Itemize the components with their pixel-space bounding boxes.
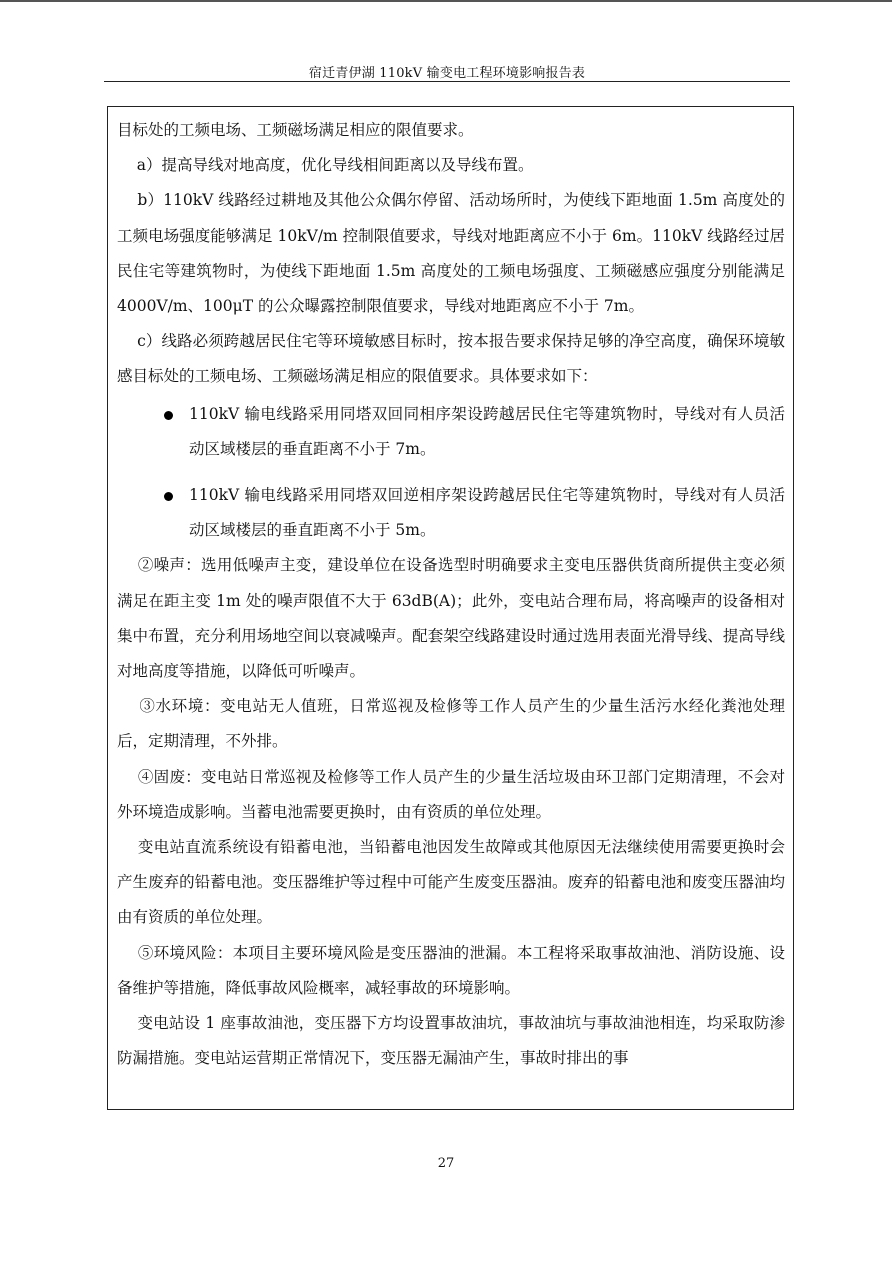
bullet-dot-icon [164, 411, 173, 420]
bullet-text: 110kV 输电线路采用同塔双回逆相序架设跨越居民住宅等建筑物时，导线对有人员活动区域楼层的垂直距离不小于 5m。 [189, 486, 785, 540]
paragraph-risk: ⑤环境风险：本项目主要环境风险是变压器油的泄漏。本工程将采取事故油池、消防设施、设备维护等措施，降低事故风险概率，减轻事故的环境影响。 [117, 943, 785, 997]
paragraph-item-a: a）提高导线对地高度，优化导线相间距离以及导线布置。 [117, 156, 534, 175]
paragraph-solid-waste: ④固废：变电站日常巡视及检修等工作人员产生的少量生活垃圾由环卫部门定期清理，不会对外环境造成影响。当蓄电池需要更换时，由有资质的单位处理。 [117, 767, 785, 821]
page-top-border [0, 0, 892, 2]
requirement-bullet-list [117, 395, 785, 549]
paragraph-noise: ②噪声：选用低噪声主变，建设单位在设备选型时明确要求主变电压器供货商所提供主变必须满足在距主变 1m 处的噪声限值不大于 63dB(A)；此外，变电站合理布局，将高噪声的设备相对集中布置，充分利用场地空间以衰减噪声。配套架空线路建设时通过选用表面光滑导线、提高导线对地高度等措施，以降低可听噪声。 [117, 556, 785, 681]
document-header-title: 宿迁青伊湖 110kV 输变电工程环境影响报告表 [308, 66, 586, 81]
paragraph-item-b: b）110kV 线路经过耕地及其他公众偶尔停留、活动场所时，为使线下距地面 1.5m 高度处的工频电场强度能够满足 10kV/m 控制限值要求，导线对地距离应不小于 6m。110kV 线路经过居民住宅等建筑物时，为使线下距地面 1.5m 高度处的工频电场强度、工频磁感应强度分别能满足 4000V/m、100μT 的公众曝露控制限值要求，导线对地距离应不小于 7m。 [117, 191, 790, 316]
paragraph-item-c: c）线路必须跨越居民住宅等环境敏感目标时，按本报告要求保持足够的净空高度，确保环境敏感目标处的工频电场、工频磁场满足相应的限值要求。具体要求如下： [117, 332, 785, 386]
paragraph-battery: 变电站直流系统设有铅蓄电池，当铅蓄电池因发生故障或其他原因无法继续使用需要更换时会产生废弃的铅蓄电池。变压器维护等过程中可能产生废变压器油。废弃的铅蓄电池和废变压器油均由有资质的单位处理。 [117, 838, 785, 927]
header-underline [104, 81, 790, 82]
page-number: 27 [437, 1156, 455, 1171]
bullet-item-same-phase [117, 397, 785, 467]
bullet-dot-icon [164, 492, 173, 501]
bullet-item-reverse-phase [117, 478, 785, 548]
paragraph-oil-pit: 变电站设 1 座事故油池，变压器下方均设置事故油坑，事故油坑与事故油池相连，均采取防渗防漏措施。变电站运营期正常情况下，变压器无漏油产生，事故时排出的事 [117, 1014, 786, 1068]
bullet-text: 110kV 输电线路采用同塔双回同相序架设跨越居民住宅等建筑物时，导线对有人员活动区域楼层的垂直距离不小于 7m。 [189, 404, 785, 458]
paragraph-continuation: 目标处的工频电场、工频磁场满足相应的限值要求。 [117, 121, 474, 139]
report-table-cell [107, 106, 794, 1110]
paragraph-water: ③水环境：变电站无人值班，日常巡视及检修等工作人员产生的少量生活污水经化粪池处理后，定期清理，不外排。 [117, 697, 785, 751]
